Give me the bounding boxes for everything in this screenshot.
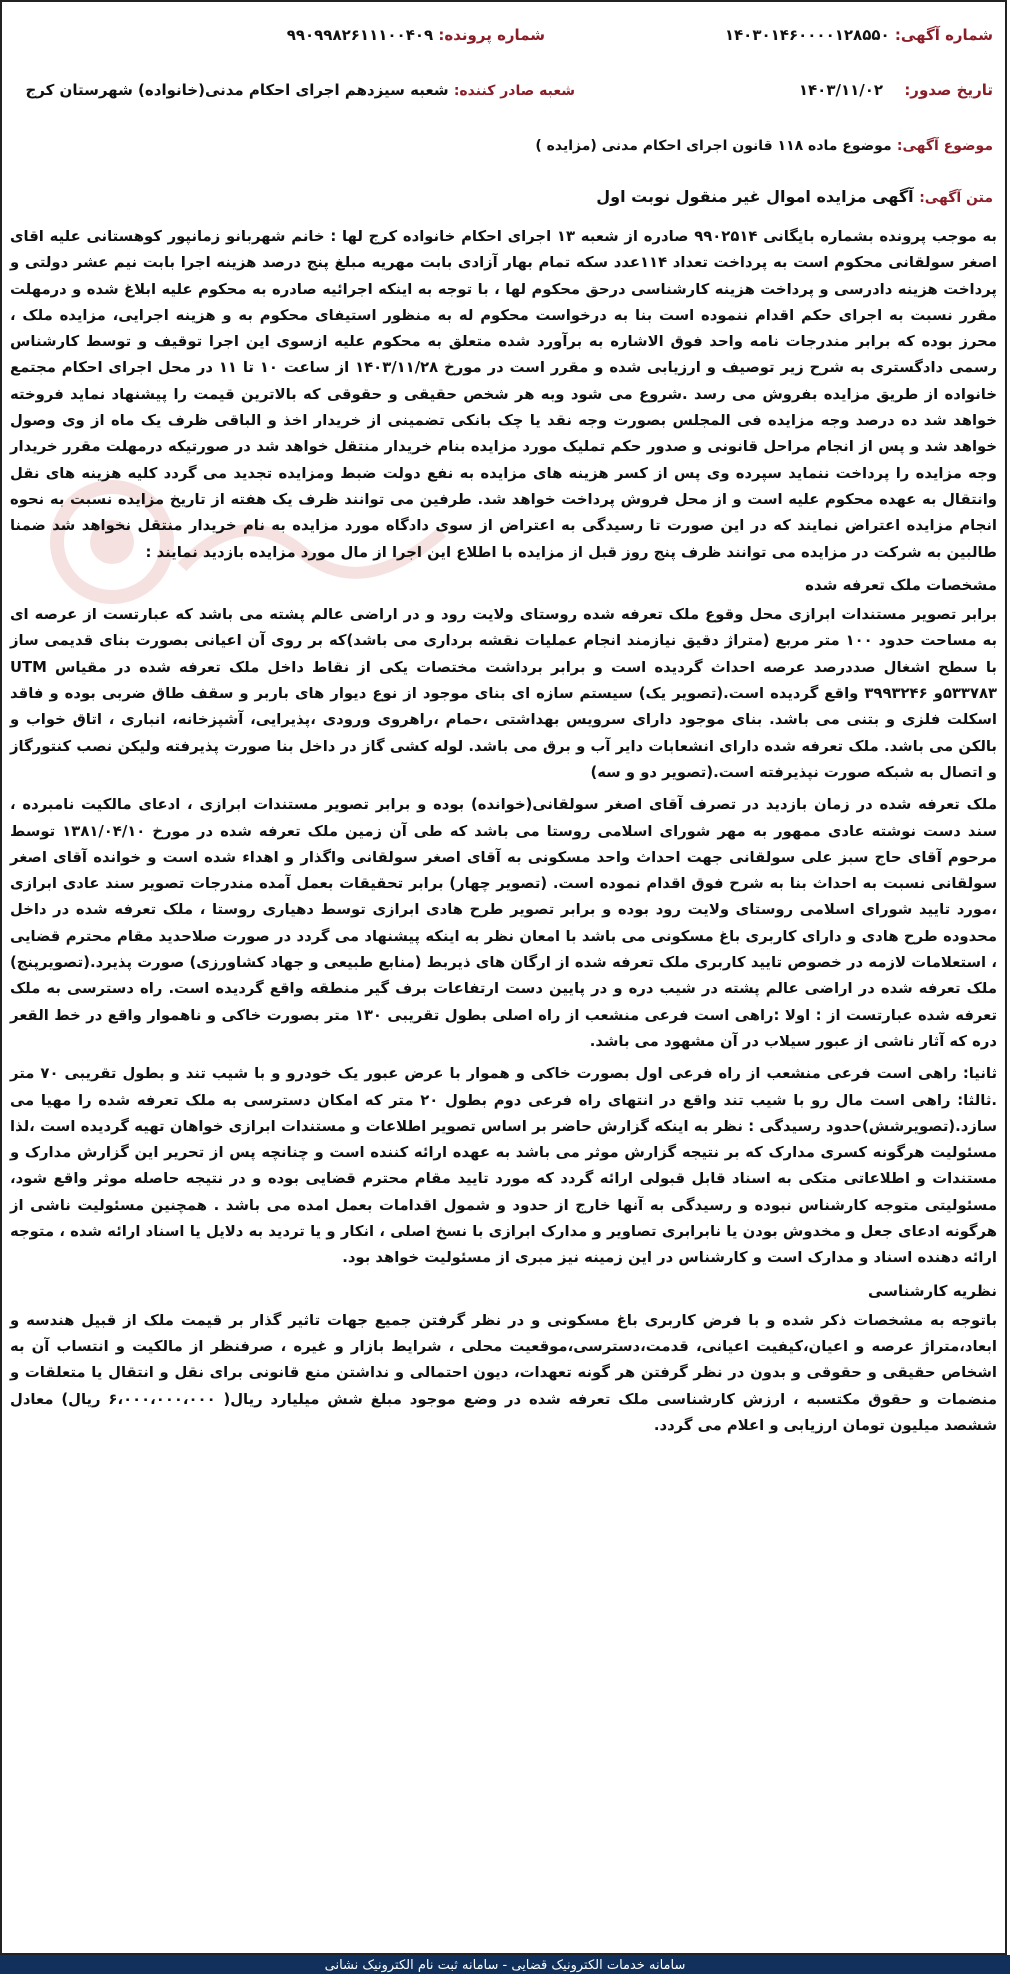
file-number-label: شماره پرونده: <box>438 26 545 44</box>
paragraph-access-and-liability: ثانیا: راهی است فرعی منشعب از راه فرعی اول بصورت خاکی و هموار با عرض عبور یک خودرو و با شیب تند و بطول تقریبی ۷۰ متر .ثالثا: راهی است مال رو با شیب تند واقع در انتهای راه فرعی دوم بطول ۲۰ متر که امکان دسترسی به ملک تعرفه شده را مهیا می سازد.(تصویرشش)حدود رسیدگی : نظر به اینکه گزارش حاضر بر اساس تصویر اطلاعات و مستندات ابرازی خواهان تهیه گردیده است ،لذا مسئولیت هرگونه کسری مدارک که بر نتیجه گزارش موثر می باشد به عهده ارائه کننده است و چنانچه پس از تحریر این گزارش مدارک و مستندات و اطلاعاتی متکی به اسناد قابل قبولی ارائه گردد که مورد تایید مقام محترم قضایی بوده و در نتیجه حاصله موثر واقع شود، مسئولیتی متوجه کارشناس نبوده و رسیدگی به آنها خارج از حدود و شمول اقدامات بعمل امده می باشد . همچنین مسئولیت ناشی از هرگونه ادعای جعل و مخدوش بودن یا نابرابری تصاویر و مدارک ابرازی با نسخ اصلی ، انکار و یا تردید به دلایل یا اسناد ارائه شده ، متوجه ارائه دهنده اسناد و مدارک است و کارشناس در این زمینه نیز مبری از مسئولیت خواهد بود. <box>10 1065 998 1267</box>
footer-text: سامانه خدمات الکترونیک قضایی - سامانه ثبت نام الکترونیک نشانی <box>324 1958 686 1973</box>
subject-row <box>535 136 993 154</box>
subject-label: موضوع آگهی: <box>896 138 993 154</box>
paragraph-ownership: ملک تعرفه شده در زمان بازدید در تصرف آقای اصغر سولقانی(خوانده) بوده و برابر تصویر مستندات ابرازی ، ادعای مالکیت نامبرده ، سند دست نوشته عادی ممهور به مهر شورای اسلامی روستا می باشد که طی آن زمین ملک تعرفه شده در مورخ ۱۳۸۱/۰۴/۱۰ توسط مرحوم آقای حاج سبز علی سولقانی جهت احداث واحد مسکونی به آقای اصغر سولقانی واگذار و اهداء شده است و خوانده آقای اصغر سولقانی نسبت به احداث بنا به شرح فوق اقدام نموده است. (تصویر چهار) برابر تحقیقات بعمل آمده مندرجات تصویر سند عادی ابرازی ،مورد تایید شورای اسلامی روستای ولایت رود بوده و برابر تصویر طرح هادی ابرازی توسط دهیاری روستا ، ملک تعرفه شده در داخل محدوده طرح هادی و دارای کاربری باغ مسکونی می باشد با امعان نظر به اینکه پیشنهاد می گردد در صورت صلاحدید مقام محترم قضایی ، استعلامات لازمه در خصوص تایید کاربری ملک تعرفه شده از ارگان های ذیربط (منابع طبیعی و جهاد کشاورزی) صورت پذیرد.(تصویرپنج) ملک تعرفه شده در اراضی عالم پشته در شیب دره و در پایین دست ارتفاعات برف گیر منطقه واقع گردیده است. راه دسترسی به ملک تعرفه شده عبارتست از : اولا :راهی است فرعی منشعب از راه اصلی بطول تقریبی ۱۳۰ متر بصورت خاکی و ناهموار واقع در خط القعر دره که آثار ناشی از عبور سیلاب در آن مشهود می باشد. <box>10 796 997 1050</box>
branch-label: شعبه صادر کننده: <box>453 83 575 99</box>
branch: شعبه سیزدهم اجرای احکام مدنی(خانواده) شهرستان کرج <box>25 81 449 99</box>
text-label: متن آگهی: <box>919 190 993 206</box>
section-heading-property: مشخصات ملک تعرفه شده <box>805 575 997 594</box>
file-number-row <box>287 26 545 44</box>
ad-number-label: شماره آگهی: <box>894 26 993 44</box>
ad-number: ۱۴۰۳۰۱۴۶۰۰۰۰۱۲۸۵۵۰ <box>724 26 890 44</box>
subject: موضوع ماده ۱۱۸ قانون اجرای احکام مدنی (مزایده ) <box>535 138 892 154</box>
issue-date-label: تاریخ صدور: <box>904 81 993 99</box>
paragraph-property-description: برابر تصویر مستندات ابرازی محل وقوع ملک تعرفه شده روستای ولایت رود و در اراضی عالم پشته می باشد که عبارتست از عرصه ای به مساحت حدود ۱۰۰ متر مربع (متراژ دقیق نیازمند انجام عملیات نقشه برداری می باشد)که بر روی آن اعیانی بصورت بنای قدیمی ساز با سطح اشغال صددرصد عرصه احداث گردیده است و برابر برداشت مختصات یکی از نقاط داخل ملک تعرفه شده در مقیاس UTM ۵۳۳۷۸۳و ۳۹۹۳۲۴۶ واقع گردیده است.(تصویر یک) سیستم سازه ای بنای موجود از نوع دیوار های باربر و سقف طاق ضربی بوده و فاقد اسکلت فلزی و بتنی می باشد. بنای موجود دارای سرویس بهداشتی ،حمام ،راهروی ورودی ،پذیرایی، آشپزخانه، انباری ، اتاق خواب و بالکن می باشد. ملک تعرفه شده دارای انشعابات دایر آب و برق می باشد. لوله کشی گاز در داخل بنا صورت پذیرفته ولیکن نصب کنتورگاز و اتصال به شبکه صورت نپذیرفته است.(تصویر دو و سه) <box>10 606 998 781</box>
branch-row <box>25 81 575 99</box>
footer-bar <box>0 1955 1010 1974</box>
paragraph-auction-terms: به موجب پرونده بشماره بایگانی ۹۹۰۲۵۱۴ صادره از شعبه ۱۳ اجرای احکام خانواده کرج لها : خانم شهربانو زمانپور کوهستانی علیه اقای اصغر سولقانی محکوم است به پرداخت تعداد ۱۱۴عدد سکه تمام بهار آزادی بابت مهریه مبلغ پنج درصد هزینه اجرا بابت نیم عشر دولتی و پرداخت هزینه دادرسی و پرداخت هزینه کارشناسی درحق محکوم لها ، با توجه به اینکه اجرائیه صادره به محکوم علیه ابلاغ شده و درمهلت مقرر نسبت به اجرای حکم اقدام ننموده است بنا به درخواست محکوم له به منظور استیفای محکوم به و هزینه اجرایی، مزایده ملک ، محرز بوده که برابر مندرجات نامه واحد فوق الاشاره به برآورد شده متعلق به محکوم علیه ازسوی این اجرا توقیف و توسط کارشناس رسمی دادگستری به شرح زیر توصیف و ارزیابی شده و مقرر است در مورخ ۱۴۰۳/۱۱/۲۸ از ساعت ۱۰ تا ۱۱ در محل اجرای احکام مجتمع خانواده از طریق مزایده بفروش می رسد .شروع می شود وبه هر شخص حقیقی و حقوقی که بالاترین قیمت را پیشنهاد نماید فروخته خواهد شد ده درصد وجه مزایده فی المجلس بصورت وجه نقد یا چک بانکی تضمینی از خریدار اخذ و الباقی ظرف یک ماه از وی وصول خواهد شد و پس از انجام مراحل قانونی و صدور حکم تملیک مورد مزایده بنام خریدار منتقل خواهد شد در صورتیکه درمهلت مقرر خریدار وجه مزایده را پرداخت ننماید سپرده وی پس از کسر هزینه های مزایده به نفع دولت ضبط ومزایده تجدید می گردد کلیه هزینه های نقل وانتقال به عهده محکوم علیه است و از محل فروش پرداخت خواهد شد. طرفین می توانند ظرف یک هفته از تاریخ مزایده نسبت به نحوه انجام مزایده اعتراض نمایند که در این صورت تا رسیدگی به اعتراض از سوی دادگاه مورد مزایده به نام خریدار منتقل نخواهد شد ضمنا طالبین به شرکت در مزایده می توانند ظرف پنج روز قبل از مزایده با اطلاع این اجرا از مال مورد مزایده بازدید نمایند : <box>10 228 997 561</box>
ad-number-row <box>725 26 993 44</box>
issue-date-row <box>799 81 993 99</box>
text-title-row <box>596 187 993 206</box>
paragraph-valuation: باتوجه به مشخصات ذکر شده و با فرض کاربری باغ مسکونی و در نظر گرفتن جمیع جهات تاثیر گذار بر قیمت ملک از قبیل هندسه و ابعاد،متراژ عرصه و اعیان،کیفیت اعیانی، قدمت،دسترسی،موقعیت محلی ، شرایط بازار و غیره ، صرفنظر از مالکیت و انتساب آن به اشخاص حقیقی و حقوقی و بدون در نظر گرفتن هر گونه تعهدات، دیون احتمالی و نداشتن منع قانونی برای نقل و انتقال یا متعلقات و منضمات و حقوق مکتسبه ، ارزش کارشناسی ملک تعرفه شده در وضع موجود مبلغ شش میلیارد ریال( ۶،۰۰۰،۰۰۰،۰۰۰ ریال) معادل ششصد میلیون تومان ارزیابی و اعلام می گردد. <box>10 1311 997 1435</box>
section-heading-expert-opinion: نظریه کارشناسی <box>868 1281 997 1300</box>
text-title: آگهی مزایده اموال غیر منقول نوبت اول <box>596 187 914 206</box>
notice-body <box>10 224 997 1445</box>
file-number: ۹۹۰۹۹۸۲۶۱۱۱۰۰۴۰۹ <box>286 26 434 44</box>
issue-date: ۱۴۰۳/۱۱/۰۲ <box>798 81 884 99</box>
